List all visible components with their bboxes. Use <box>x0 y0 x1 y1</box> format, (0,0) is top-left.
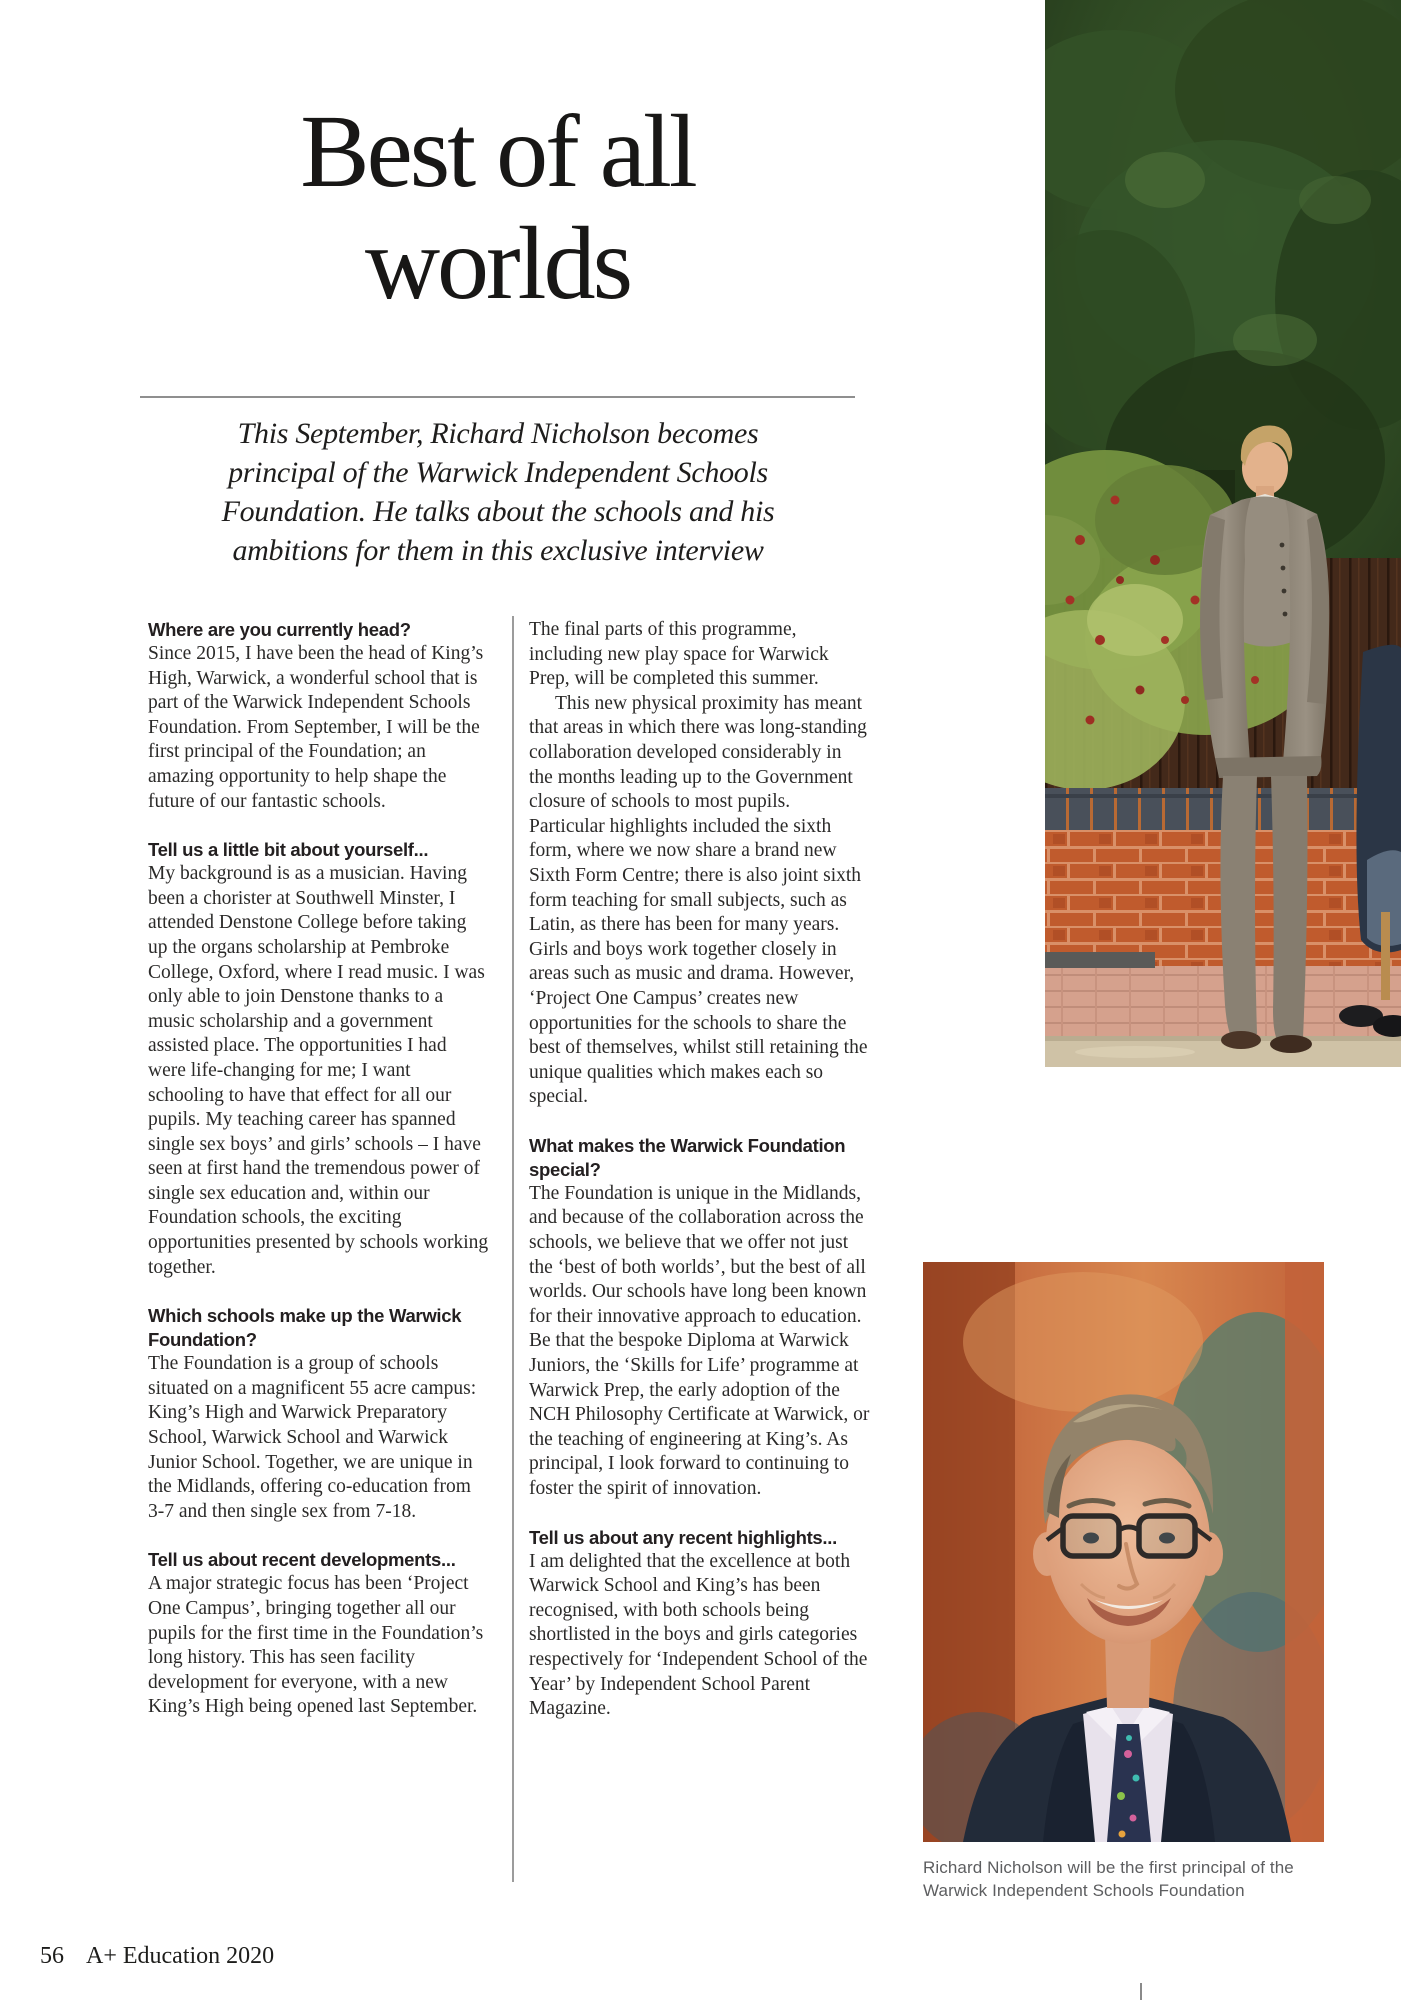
question-heading: Tell us a little bit about yourself... <box>148 839 429 861</box>
answer-paragraph: A major strategic focus has been ‘Project One Campus’, bringing together all our pupils for the first time in the Foundation’s long history. This has seen facility development for everyone, with a new King’s High being opened last September. <box>148 1573 484 1718</box>
column-divider-rule <box>512 616 514 1882</box>
standfirst-line: ambitions for them in this exclusive interview <box>232 534 764 567</box>
question-heading: What makes the Warwick Foundation special? <box>529 1134 846 1180</box>
standfirst-line: Foundation. He talks about the schools and his <box>221 495 775 528</box>
title-line-1: Best of all <box>300 94 695 209</box>
qa-block <box>148 618 489 814</box>
article-column-left <box>148 618 489 1744</box>
standfirst-line: This September, Richard Nicholson becomes <box>237 417 759 450</box>
question-heading: Which schools make up the Warwick Foundation? <box>148 1305 462 1351</box>
qa-block <box>148 838 489 1280</box>
standfirst-line: principal of the Warwick Independent Schools <box>228 456 768 489</box>
portrait-caption: Richard Nicholson will be the first principal of the Warwick Independent Schools Foundation <box>923 1858 1294 1900</box>
answer-paragraph: My background is as a musician. Having been a chorister at Southwell Minster, I attended Denstone College before taking up the organs scholarship at Pembroke College, Oxford, where I read music. I was only able to join Denstone thanks to a music scholarship and a government assisted place. The opportunities I had were life-changing for me; I want schooling to have that effect for all our pupils. My teaching career has spanned single sex boys’ and girls’ schools – I have seen at first hand the tremendous power of single sex education and, within our Foundation schools, the exciting opportunities presented by schools working together. <box>148 863 489 1278</box>
answer-paragraph: The Foundation is a group of schools situated on a magnificent 55 acre campus: King’s High and Warwick Preparatory School, Warwick School and Warwick Junior School. Together, we are unique in the Midlands, offering co-education from 3-7 and then single sex from 7-18. <box>148 1353 477 1522</box>
standfirst <box>118 414 878 570</box>
magazine-title: A+ Education 2020 <box>86 1943 275 1969</box>
photo-student-outdoors-graphic <box>1045 0 1401 1067</box>
question-heading: Tell us about any recent highlights... <box>529 1526 837 1548</box>
photo-student-outdoors <box>1045 0 1401 1067</box>
question-heading: Where are you currently head? <box>148 619 411 640</box>
photo-richard-nicholson-graphic <box>923 1262 1324 1842</box>
article-column-right <box>529 618 870 1746</box>
qa-block <box>148 1304 489 1524</box>
body-paragraph: The final parts of this programme, including new play space for Warwick Prep, will be completed this summer. <box>529 619 829 690</box>
answer-paragraph: Since 2015, I have been the head of King’s High, Warwick, a wonderful school that is part of the Warwick Independent Schools Foundation. From September, I will be the first principal of the Foundation; an amazing opportunity to help shape the future of our fantastic schools. <box>148 643 484 812</box>
answer-paragraph: I am delighted that the excellence at both Warwick School and King’s has been recognised, with both schools being shortlisted in the boys and girls categories respectively for ‘Independent School of the Year’ by Independent School Parent Magazine. <box>529 1550 868 1720</box>
page-edge-mark <box>1140 1983 1142 2000</box>
question-heading: Tell us about recent developments... <box>148 1549 456 1571</box>
page-number: 56 <box>40 1943 64 1969</box>
answer-paragraph: The Foundation is unique in the Midlands, and because of the collaboration across the schools, we believe that we offer not just the ‘best of both worlds’, but the best of all worlds. Our schools have long been known for their innovative approach to education. Be that the bespoke Diploma at Warwick Juniors, the ‘Skills for Life’ programme at Warwick Prep, the early adoption of the NCH Philosophy Certificate at Warwick, or the teaching of engineering at King’s. As principal, I look forward to continuing to foster the spirit of innovation. <box>529 1182 870 1499</box>
title-line-2: worlds <box>364 206 631 321</box>
title-divider-rule <box>140 396 855 398</box>
qa-block <box>148 1548 489 1720</box>
body-paragraph: This new physical proximity has meant that areas in which there was long-standing collaboration developed considerably in the months leading up to the Government closure of schools to most pupils. Particular highlights included the sixth form, where we now share a brand new Sixth Form Centre; there is also joint sixth form teaching for small subjects, such as Latin, as there has been for many years. Girls and boys work together closely in areas such as music and drama. However, ‘Project One Campus’ creates new opportunities for the schools to share the best of themselves, whilst still retaining the unique qualities which makes each so special. <box>529 692 868 1108</box>
photo-richard-nicholson <box>923 1262 1324 1842</box>
qa-block <box>529 1134 870 1502</box>
page-title <box>140 96 855 320</box>
qa-block <box>529 1526 870 1722</box>
page-footer <box>40 1943 274 1970</box>
